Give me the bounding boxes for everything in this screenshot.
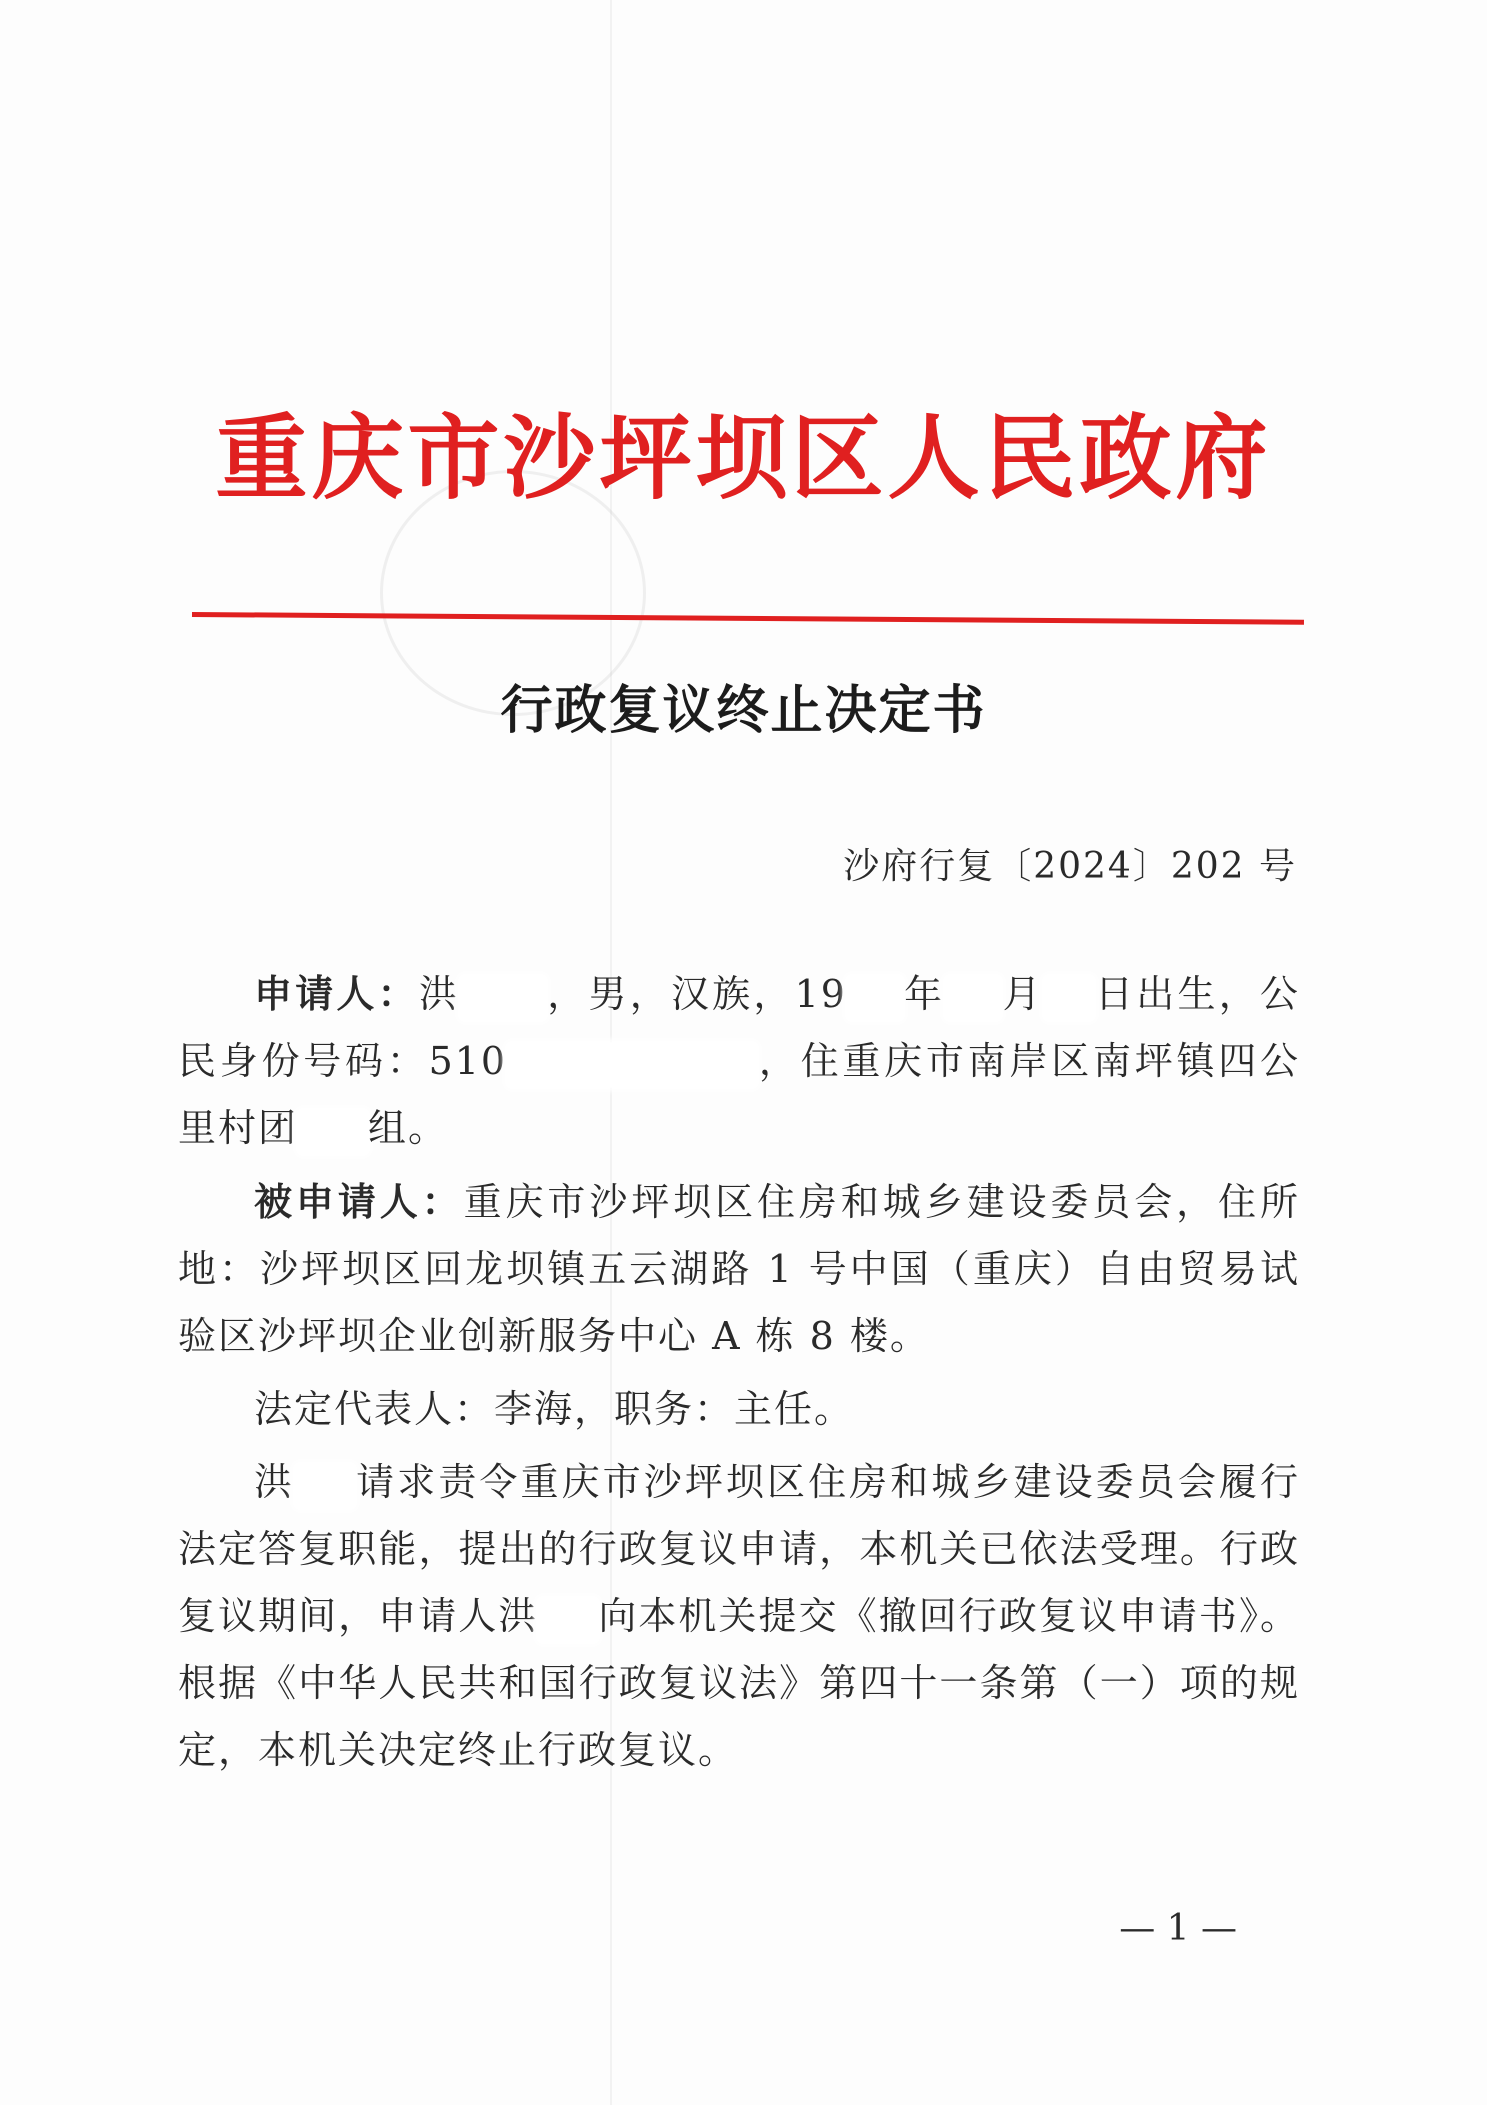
decision-text-3: 向本机关提交《撤回行政复议申请书》。根据《中华人民共和国行政复议法》第四十一条第（一）项的规定，本机关决定终止行政复议。 — [178, 1594, 1300, 1772]
document-title: 行政复议终止决定书 — [500, 680, 987, 741]
applicant-text-2: ，男，汉族，19 — [546, 972, 847, 1016]
respondent-text: 重庆市沙坪坝区住房和城乡建设委员会，住所地：沙坪坝区回龙坝镇五云湖路 1 号中国（重庆）自由贸易试验区沙坪坝企业创新服务中心 A 栋 8 楼。 — [178, 1180, 1300, 1358]
applicant-text-3: 年 — [902, 972, 946, 1016]
decision-text-2: 请求责令重庆市沙坪坝区住房和城乡建设委员会履行法定答复职能，提出的行政复议申请，本机关已依法受理。行政复议期间，申请人洪 — [178, 1460, 1300, 1638]
redaction-block — [460, 976, 546, 1020]
decision-paragraph — [178, 1449, 1300, 1784]
legal-representative-paragraph: 法定代表人：李海，职务：主任。 — [254, 1387, 855, 1431]
decision-text-1: 洪 — [254, 1460, 296, 1504]
redaction-block — [295, 1464, 355, 1508]
document-number: 沙府行复〔2024〕202 号 — [843, 846, 1297, 887]
applicant-paragraph — [178, 960, 1300, 1162]
redaction-block — [847, 976, 903, 1020]
respondent-paragraph — [178, 1168, 1300, 1370]
applicant-text-4: 月 — [1001, 972, 1044, 1016]
redaction-block — [507, 1043, 757, 1087]
redaction-block — [1044, 976, 1094, 1020]
applicant-text-7: 组。 — [368, 1106, 449, 1150]
applicant-text-6: ，住重庆市南岸区南坪镇四公里村团 — [178, 1039, 1300, 1150]
issuing-organization-title: 重庆市沙坪坝区人民政府 — [215, 404, 1272, 512]
redaction-block — [538, 1598, 598, 1642]
red-header-rule — [192, 612, 1304, 625]
applicant-text-1: 洪 — [418, 972, 461, 1016]
applicant-label: 申请人： — [254, 971, 419, 1016]
applicant-text-5: 日出生，公民身份号码：510 — [178, 972, 1300, 1083]
respondent-label: 被申请人： — [254, 1179, 464, 1224]
page-number: — 1 — — [1119, 1908, 1237, 1949]
redaction-block — [945, 976, 1001, 1020]
document-body — [178, 960, 1300, 1790]
redaction-block — [298, 1110, 368, 1154]
